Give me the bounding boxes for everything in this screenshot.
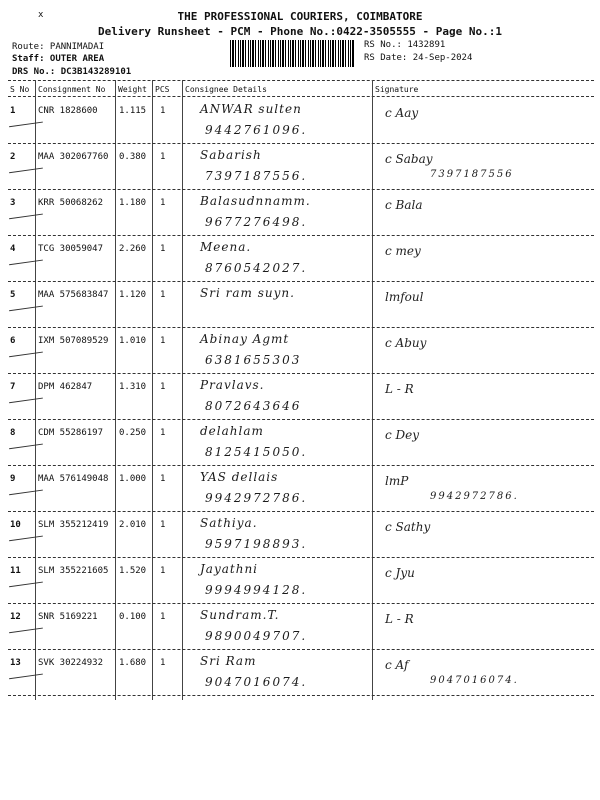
- signature: lmfoul: [385, 290, 424, 304]
- row-weight: 1.310: [119, 382, 147, 392]
- signature-phone: 9942972786.: [430, 491, 519, 502]
- row-divider: [8, 189, 594, 190]
- consignee-name: Meena.: [200, 240, 252, 254]
- row-pcs: 1: [160, 658, 166, 668]
- row-pcs: 1: [160, 336, 166, 346]
- route-label: Route: PANNIMADAI: [12, 42, 105, 52]
- pen-tick-mark: [7, 430, 43, 450]
- signature: c Sabay: [385, 152, 433, 166]
- row-weight: 1.680: [119, 658, 147, 668]
- runsheet-title: Delivery Runsheet - PCM - Phone No.:0422-3505555 - Page No.:1: [98, 25, 502, 38]
- row-consignment-no: DPM 462847: [38, 382, 93, 392]
- row-weight: 0.250: [119, 428, 147, 438]
- row-divider: [8, 649, 594, 650]
- row-sno: 10: [10, 520, 21, 530]
- row-sno: 9: [10, 474, 16, 484]
- pen-tick-mark: [7, 384, 43, 404]
- row-consignment-no: SLM 355221605: [38, 566, 109, 576]
- consignee-name: Sabarish: [200, 148, 262, 162]
- row-pcs: 1: [160, 612, 166, 622]
- signature: L - R: [385, 612, 414, 626]
- pen-tick-mark: [7, 476, 43, 496]
- row-pcs: 1: [160, 290, 166, 300]
- signature: c Dey: [385, 428, 420, 442]
- row-sno: 6: [10, 336, 16, 346]
- row-consignment-no: SLM 355212419: [38, 520, 109, 530]
- signature: c Jyu: [385, 566, 415, 580]
- row-consignment-no: MAA 302067760: [38, 152, 109, 162]
- row-divider: [8, 557, 594, 558]
- signature: c Sathy: [385, 520, 431, 534]
- barcode: [230, 40, 355, 67]
- consignee-phone: 9994994128.: [205, 583, 308, 597]
- row-pcs: 1: [160, 106, 166, 116]
- row-divider: [8, 327, 594, 328]
- consignee-name: delahlam: [200, 424, 264, 438]
- row-weight: 2.260: [119, 244, 147, 254]
- col-pcs: PCS: [155, 85, 170, 94]
- signature: L - R: [385, 382, 414, 396]
- consignee-phone: 9047016074.: [205, 675, 308, 689]
- consignee-name: YAS dellais: [200, 470, 279, 484]
- consignee-phone: 9597198893.: [205, 537, 308, 551]
- header-top-rule: [8, 80, 594, 81]
- row-weight: 1.010: [119, 336, 147, 346]
- row-weight: 1.000: [119, 474, 147, 484]
- col-consignee: Consignee Details: [185, 85, 267, 94]
- signature: c mey: [385, 244, 421, 258]
- row-sno: 5: [10, 290, 16, 300]
- row-consignment-no: CDM 55286197: [38, 428, 104, 438]
- row-consignment-no: MAA 575683847: [38, 290, 109, 300]
- pen-tick-mark: [7, 522, 43, 542]
- row-sno: 4: [10, 244, 16, 254]
- row-divider: [8, 511, 594, 512]
- consignee-name: Balasudnnamm.: [200, 194, 311, 208]
- row-weight: 0.380: [119, 152, 147, 162]
- consignee-phone: 8760542027.: [205, 261, 308, 275]
- consignee-phone: 7397187556.: [205, 169, 308, 183]
- pen-tick-mark: [7, 246, 43, 266]
- row-sno: 11: [10, 566, 21, 576]
- consignee-name: Pravlavs.: [200, 378, 265, 392]
- consignee-phone: 6381655303: [205, 353, 302, 367]
- row-pcs: 1: [160, 474, 166, 484]
- consignee-phone: 9442761096.: [205, 123, 308, 137]
- row-sno: 1: [10, 106, 16, 116]
- pen-tick-mark: [7, 338, 43, 358]
- row-consignment-no: CNR 1828600: [38, 106, 98, 116]
- row-pcs: 1: [160, 152, 166, 162]
- row-weight: 1.115: [119, 106, 147, 116]
- row-divider: [8, 603, 594, 604]
- drs-number: DRS No.: DC3B143289101: [12, 67, 132, 77]
- row-sno: 3: [10, 198, 16, 208]
- row-pcs: 1: [160, 382, 166, 392]
- consignee-phone: 8072643646: [205, 399, 302, 413]
- consignee-name: Sathiya.: [200, 516, 258, 530]
- consignee-phone: 9890049707.: [205, 629, 308, 643]
- consignee-name: Abinay Agmt: [200, 332, 290, 346]
- row-consignment-no: TCG 30059047: [38, 244, 104, 254]
- consignee-phone: 8125415050.: [205, 445, 308, 459]
- rule-after-weight: [152, 80, 153, 700]
- row-consignment-no: SVK 30224932: [38, 658, 104, 668]
- col-signature: Signature: [375, 85, 419, 94]
- rule-after-consignee: [372, 80, 373, 700]
- company-name: THE PROFESSIONAL COURIERS, COIMBATORE: [177, 10, 423, 23]
- row-divider: [8, 695, 594, 696]
- row-pcs: 1: [160, 428, 166, 438]
- signature: lmP: [385, 474, 409, 488]
- row-weight: 2.010: [119, 520, 147, 530]
- row-divider: [8, 373, 594, 374]
- col-weight: Weight: [118, 85, 147, 94]
- pen-tick-mark: [7, 660, 43, 680]
- staff-label: Staff: OUTER AREA: [12, 54, 105, 64]
- row-consignment-no: IXM 507089529: [38, 336, 109, 346]
- row-sno: 2: [10, 152, 16, 162]
- pen-tick-mark: [7, 614, 43, 634]
- row-sno: 13: [10, 658, 21, 668]
- consignee-name: Sundram.T.: [200, 608, 280, 622]
- row-weight: 1.520: [119, 566, 147, 576]
- pen-tick-mark: [7, 292, 43, 312]
- pen-tick-mark: [7, 200, 43, 220]
- row-divider: [8, 235, 594, 236]
- row-weight: 1.180: [119, 198, 147, 208]
- row-divider: [8, 419, 594, 420]
- row-divider: [8, 143, 594, 144]
- row-consignment-no: MAA 576149048: [38, 474, 109, 484]
- consignee-name: Sri Ram: [200, 654, 257, 668]
- header-bottom-rule: [8, 96, 594, 97]
- rs-date: RS Date: 24-Sep-2024: [364, 53, 473, 63]
- row-weight: 0.100: [119, 612, 147, 622]
- row-pcs: 1: [160, 520, 166, 530]
- pen-tick-mark: [7, 568, 43, 588]
- row-pcs: 1: [160, 198, 166, 208]
- row-divider: [8, 281, 594, 282]
- row-sno: 8: [10, 428, 16, 438]
- row-consignment-no: SNR 5169221: [38, 612, 98, 622]
- rule-after-pcs: [182, 80, 183, 700]
- row-sno: 7: [10, 382, 16, 392]
- consignee-phone: 9942972786.: [205, 491, 308, 505]
- row-pcs: 1: [160, 244, 166, 254]
- signature: c Bala: [385, 198, 423, 212]
- col-consignment: Consignment No: [38, 85, 106, 94]
- row-weight: 1.120: [119, 290, 147, 300]
- rs-number: RS No.: 1432891: [364, 40, 446, 50]
- consignee-name: ANWAR sulten: [200, 102, 302, 116]
- signature: c Abuy: [385, 336, 427, 350]
- pen-tick-mark: [7, 154, 43, 174]
- consignee-name: Jayathni: [200, 562, 259, 576]
- consignee-phone: 9677276498.: [205, 215, 308, 229]
- row-pcs: 1: [160, 566, 166, 576]
- pen-tick-mark: [7, 108, 43, 128]
- row-divider: [8, 465, 594, 466]
- signature: c Aay: [385, 106, 419, 120]
- col-sno: S No: [10, 85, 30, 94]
- margin-mark: x: [38, 10, 44, 20]
- rule-after-consignment: [115, 80, 116, 700]
- signature-phone: 9047016074.: [430, 675, 519, 686]
- consignee-name: Sri ram suyn.: [200, 286, 295, 300]
- row-sno: 12: [10, 612, 21, 622]
- row-consignment-no: KRR 50068262: [38, 198, 104, 208]
- signature: c Af: [385, 658, 409, 672]
- signature-phone: 7397187556: [430, 169, 514, 180]
